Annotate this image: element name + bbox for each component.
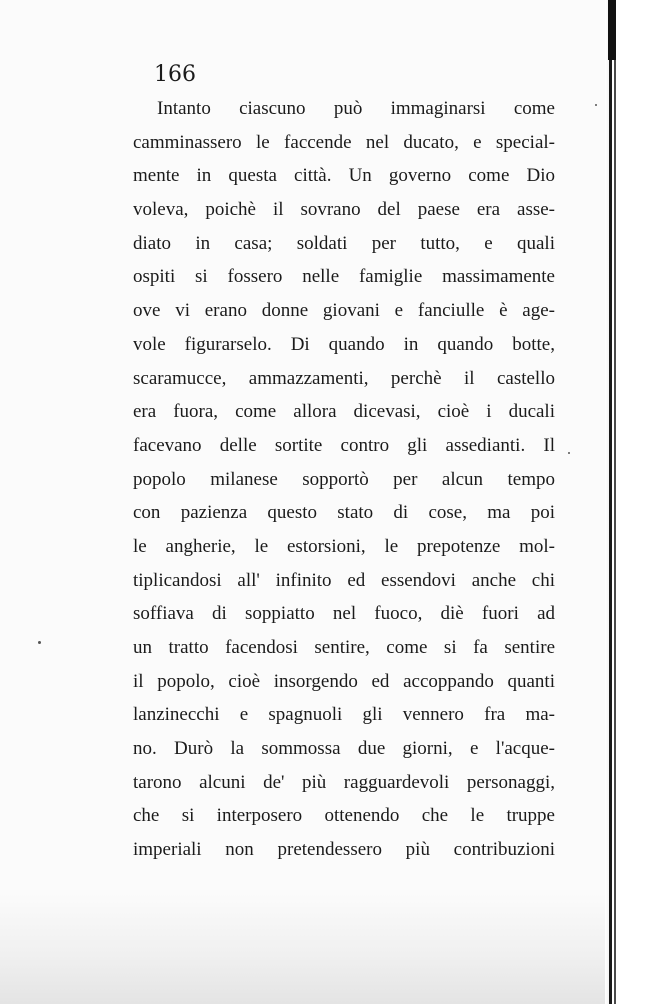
text-line: facevano delle sortite contro gli assedianti. Il: [133, 434, 555, 456]
text-line: lanzinecchi e spagnuoli gli vennero fra ma-: [133, 704, 555, 726]
page-shadow: [0, 894, 610, 1004]
text-line: tarono alcuni de' più ragguardevoli personaggi,: [133, 771, 555, 793]
text-line: vole figurarselo. Di quando in quando botte,: [133, 333, 555, 355]
binding-top: [608, 0, 616, 60]
text-line: scaramucce, ammazzamenti, perchè il castello: [133, 367, 555, 389]
paper-speck: [595, 104, 597, 106]
text-line: camminassero le faccende nel ducato, e special-: [133, 131, 555, 153]
text-line: le angherie, le estorsioni, le prepotenze mol-: [133, 535, 555, 557]
text-line: il popolo, cioè insorgendo ed accoppando quanti: [133, 670, 555, 692]
text-line: era fuora, come allora dicevasi, cioè i ducali: [133, 401, 555, 423]
text-line: Intanto ciascuno può immaginarsi come: [157, 98, 555, 119]
text-line: no. Durò la sommossa due giorni, e l'acque-: [133, 738, 555, 760]
text-line: voleva, poichè il sovrano del paese era asse-: [133, 199, 555, 221]
text-line: popolo milanese sopportò per alcun tempo: [133, 468, 555, 490]
binding-line: [609, 0, 612, 1004]
text-line: mente in questa città. Un governo come Dio: [133, 165, 555, 187]
text-line: diato in casa; soldati per tutto, e quali: [133, 232, 555, 254]
text-line: ove vi erano donne giovani e fanciulle è age-: [133, 300, 555, 322]
text-line: ospiti si fossero nelle famiglie massimamente: [133, 266, 555, 288]
text-line: un tratto facendosi sentire, come si fa sentire: [133, 637, 555, 658]
text-line: tiplicandosi all' infinito ed essendovi anche chi: [133, 569, 555, 591]
text-line: soffiava di soppiatto nel fuoco, diè fuori ad: [133, 603, 555, 625]
text-line: imperiali non pretendessero più contribuzioni: [133, 839, 555, 861]
paper-speck: [568, 452, 570, 454]
text-line: con pazienza questo stato di cose, ma poi: [133, 502, 555, 524]
body-text: [133, 92, 555, 867]
paper-speck: [38, 641, 41, 644]
text-line: che si interposero ottenendo che le truppe: [133, 805, 555, 827]
binding-line-secondary: [614, 0, 616, 1004]
page-number: 166: [154, 62, 196, 87]
